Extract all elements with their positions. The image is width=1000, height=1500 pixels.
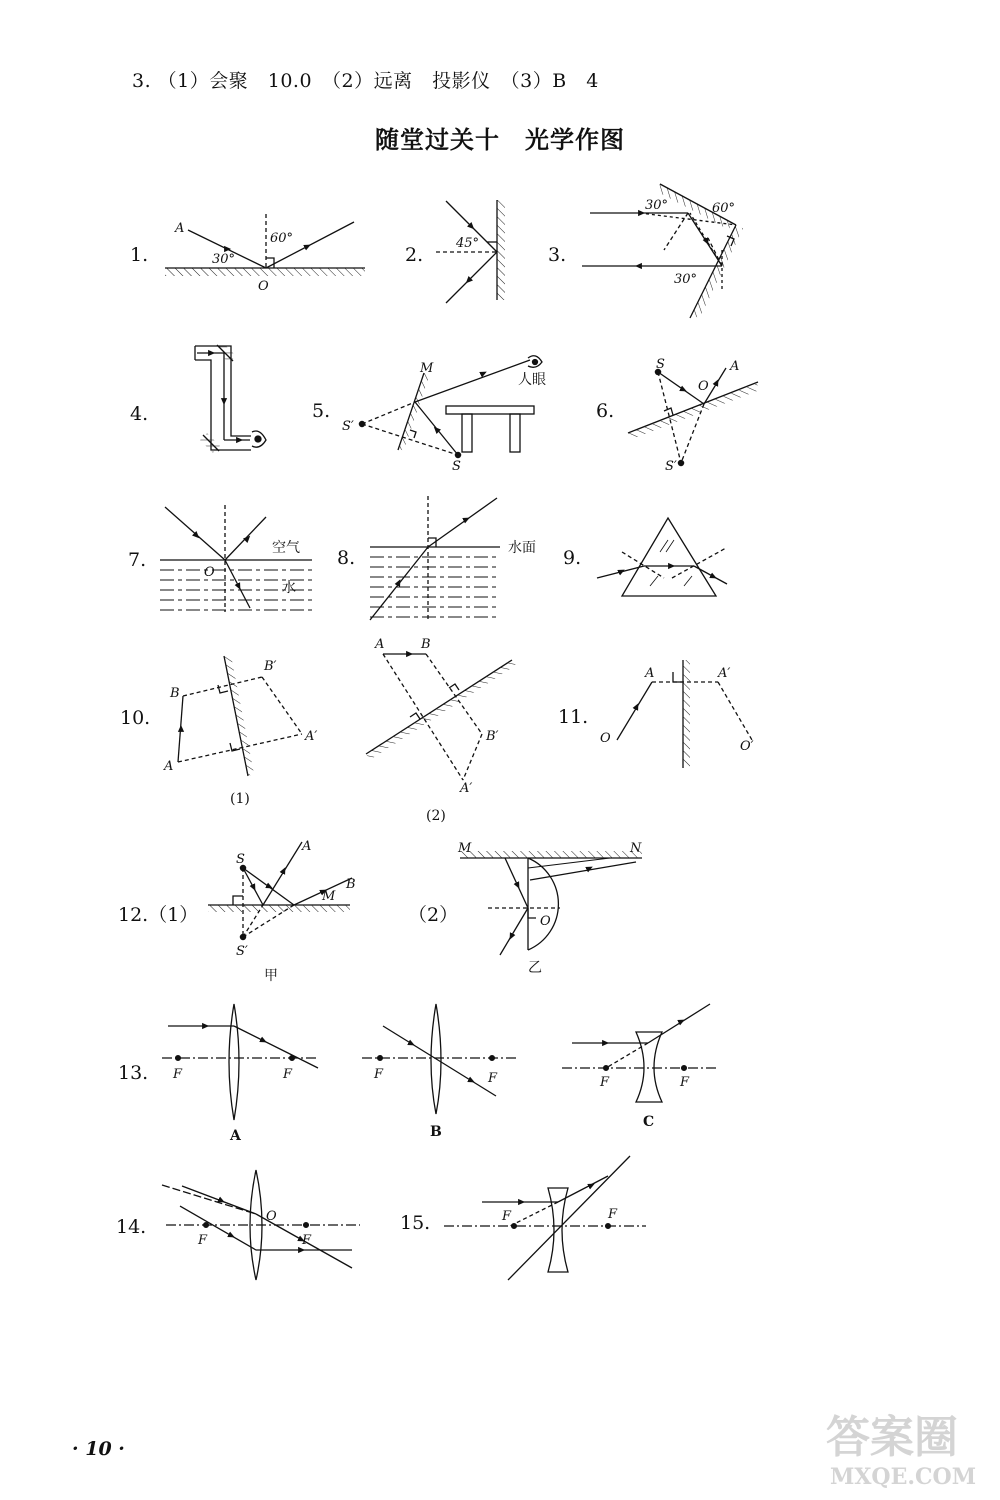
label-s: S <box>236 852 245 867</box>
diagram-11-periscope-mirror <box>617 660 752 768</box>
diagram-10-1-plane-mirror-image <box>178 655 302 776</box>
label-n: N <box>630 841 642 856</box>
item-number-14: 14. <box>116 1216 147 1238</box>
item-number-12-1: 12.（1） <box>118 904 199 926</box>
item-number-15: 15. <box>400 1212 431 1234</box>
diagram-1-reflection <box>165 214 365 276</box>
label-f: F <box>302 1233 312 1248</box>
diagram-6-mirror-image <box>628 368 759 466</box>
label-f: F <box>680 1075 690 1090</box>
diagram-4-periscope <box>195 343 266 453</box>
label-b: B <box>346 877 356 892</box>
label-s: S <box>656 357 665 372</box>
item-number-9: 9. <box>563 547 582 569</box>
watermark-logo <box>820 1400 990 1492</box>
label-o: O <box>258 279 269 294</box>
label-f: F <box>502 1209 512 1224</box>
item-number-6: 6. <box>596 400 615 422</box>
label-f: F <box>488 1071 498 1086</box>
caption-jia: 甲 <box>264 968 278 984</box>
label-o: O <box>540 914 551 929</box>
label-45deg: 45° <box>456 236 480 251</box>
label-o-prime: O′ <box>740 739 754 754</box>
label-s: S <box>452 459 461 474</box>
caption-1: (1) <box>230 791 250 807</box>
label-a-prime: A′ <box>718 666 731 681</box>
diagram-8-refraction-water-surface <box>370 496 500 620</box>
label-f: F <box>283 1067 293 1082</box>
label-a: A <box>175 221 185 236</box>
label-m: M <box>420 361 434 376</box>
item-number-13: 13. <box>118 1062 149 1084</box>
label-a: A <box>730 359 740 374</box>
label-60deg: 60° <box>270 231 294 246</box>
item-number-7: 7. <box>128 549 147 571</box>
label-s-prime: S′ <box>665 459 677 474</box>
label-s-prime: S′ <box>236 944 248 959</box>
diagram-13-c-concave-lens <box>562 1004 716 1102</box>
label-o: O <box>204 565 215 580</box>
label-s-prime: S′ <box>342 419 354 434</box>
label-b-prime: B′ <box>486 729 499 744</box>
page-title: 随堂过关十 光学作图 <box>375 125 625 154</box>
caption-a: A <box>230 1128 241 1144</box>
item-number-5: 5. <box>312 400 331 422</box>
label-eye: 人眼 <box>518 372 546 388</box>
label-f: F <box>198 1233 208 1248</box>
diagram-10-2-plane-mirror-image <box>366 654 516 780</box>
label-air: 空气 <box>272 540 300 556</box>
watermark-url: MXQE.COM <box>830 1464 977 1490</box>
diagram-14-convex-lens <box>162 1170 360 1280</box>
diagram-13-b-convex-lens <box>362 1004 518 1114</box>
item-number-4: 4. <box>130 403 149 425</box>
label-m: M <box>322 889 336 904</box>
item-number-1: 1. <box>130 244 149 266</box>
label-water-surface: 水面 <box>508 540 536 556</box>
label-30deg: 30° <box>212 252 236 267</box>
label-o: O <box>600 731 611 746</box>
caption-yi: 乙 <box>528 960 542 976</box>
diagram-2-mirror-45 <box>436 200 505 303</box>
label-f: F <box>600 1075 610 1090</box>
answer-line-q3: 3. （1）会聚 10.0 （2）远离 投影仪 （3）B 4 <box>132 70 599 92</box>
label-o: O <box>698 379 709 394</box>
diagram-13-a-convex-lens <box>162 1004 318 1120</box>
label-a-prime: A′ <box>460 781 473 796</box>
label-f: F <box>374 1067 384 1082</box>
diagram-9-prism <box>597 518 727 596</box>
label-f: F <box>608 1207 618 1222</box>
label-30deg: 30° <box>645 198 669 213</box>
caption-c: C <box>643 1114 655 1130</box>
caption-b: B <box>430 1124 442 1140</box>
label-b: B <box>421 637 431 652</box>
label-a: A <box>645 666 655 681</box>
item-number-2: 2. <box>405 244 424 266</box>
diagram-5-mirror-eye <box>359 356 542 458</box>
item-number-3: 3. <box>548 244 567 266</box>
label-a-prime: A′ <box>305 729 318 744</box>
label-b-prime: B′ <box>264 659 277 674</box>
label-m: M <box>458 841 472 856</box>
caption-2: (2) <box>426 808 446 824</box>
watermark-text: 答案圈 <box>826 1412 958 1463</box>
label-b: B <box>170 686 180 701</box>
label-a: A <box>164 759 174 774</box>
label-a: A <box>375 637 385 652</box>
label-a: A <box>302 839 312 854</box>
label-f: F <box>173 1067 183 1082</box>
item-number-11: 11. <box>558 706 589 728</box>
label-o: O <box>266 1209 277 1224</box>
item-number-10: 10. <box>120 707 151 729</box>
label-30deg: 30° <box>674 272 698 287</box>
label-60deg: 60° <box>712 201 736 216</box>
label-water: 水 <box>282 580 296 596</box>
diagram-12-2-yi <box>460 851 642 955</box>
item-number-12-2: （2） <box>408 904 459 926</box>
page-number: · 10 · <box>72 1438 125 1460</box>
item-number-8: 8. <box>337 547 356 569</box>
